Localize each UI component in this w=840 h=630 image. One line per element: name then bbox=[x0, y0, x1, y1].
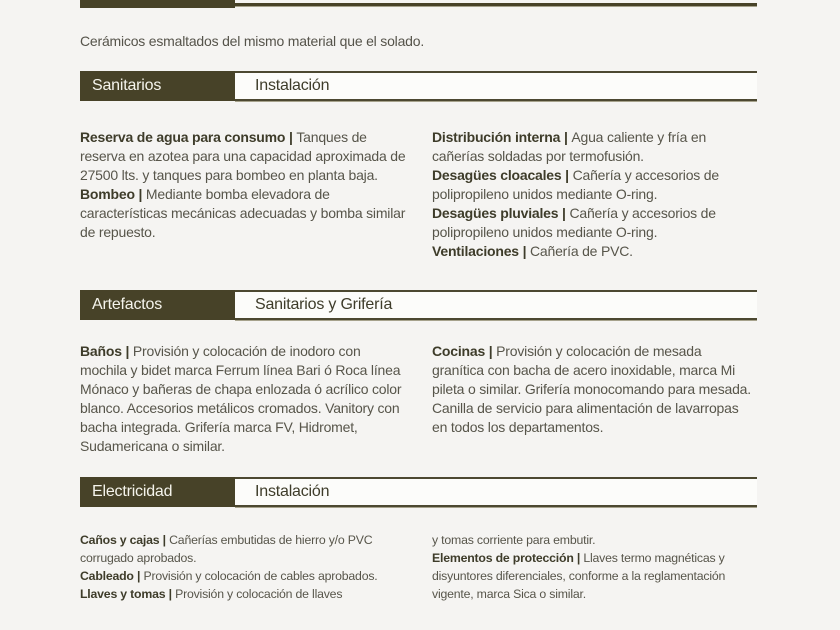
spec-entry bbox=[432, 166, 757, 204]
spec-label: Cableado bbox=[80, 569, 134, 583]
section-subtitle: Instalación bbox=[235, 71, 757, 101]
spec-label: Reserva de agua para consumo bbox=[80, 129, 286, 145]
spec-label: Bombeo bbox=[80, 186, 135, 202]
spec-entry bbox=[80, 128, 410, 185]
spec-entry bbox=[432, 549, 757, 603]
separator: | bbox=[561, 167, 573, 183]
spec-text: Cañería y accesorios de polipropileno unidos mediante O-ring. bbox=[432, 205, 716, 240]
previous-section-rule bbox=[235, 0, 757, 8]
separator: | bbox=[518, 243, 530, 259]
previous-section-title-box bbox=[80, 0, 235, 8]
spec-label: Cocinas bbox=[432, 343, 486, 359]
spec-entry bbox=[80, 185, 410, 242]
section-title: Sanitarios bbox=[80, 71, 235, 101]
separator: | bbox=[165, 587, 176, 601]
spec-text: Cañerías embutidas de hierro y/o PVC corrugado aprobados. bbox=[80, 533, 373, 565]
separator: | bbox=[485, 343, 497, 359]
section-body-electricidad bbox=[80, 531, 757, 603]
spec-text: y tomas corriente para embutir. bbox=[432, 533, 596, 547]
intro-paragraph: Cerámicos esmaltados del mismo material que el solado. bbox=[80, 33, 425, 49]
spec-entry bbox=[432, 128, 757, 166]
spec-text: Cañería de PVC. bbox=[530, 243, 633, 259]
section-header-electricidad bbox=[80, 477, 757, 507]
separator: | bbox=[121, 343, 133, 359]
spec-label: Ventilaciones bbox=[432, 243, 519, 259]
spec-text: Provisión y colocación de mesada granítica con bacha de acero inoxidable, marca Mi pileta o similar. Grifería monocomando para mesada. Canilla de servicio para alimentación de lavarropas en todos los departamentos. bbox=[432, 343, 751, 435]
separator: | bbox=[133, 569, 144, 583]
column-left bbox=[80, 128, 410, 261]
separator: | bbox=[560, 129, 572, 145]
spec-text: Tanques de reserva en azotea para una capacidad aproximada de 27500 lts. y tanques para bombeo en planta baja. bbox=[80, 129, 406, 183]
spec-text: Cañería y accesorios de polipropileno unidos mediante O-ring. bbox=[432, 167, 719, 202]
spec-text: Provisión y colocación de llaves bbox=[175, 587, 343, 601]
spec-text: Llaves termo magnéticas y disyuntores diferenciales, conforme a la reglamentación vigente, marca Sica o similar. bbox=[432, 551, 726, 601]
spec-text: Mediante bomba elevadora de características mecánicas adecuadas y bomba similar de repuesto. bbox=[80, 186, 406, 240]
section-subtitle: Sanitarios y Grifería bbox=[235, 290, 757, 320]
spec-entry bbox=[80, 585, 410, 603]
spec-label: Desagües cloacales bbox=[432, 167, 562, 183]
spec-label: Llaves y tomas bbox=[80, 587, 166, 601]
separator: | bbox=[285, 129, 297, 145]
separator: | bbox=[159, 533, 170, 547]
section-header-sanitarios bbox=[80, 71, 757, 101]
spec-text: Provisión y colocación de cables aprobados. bbox=[143, 569, 378, 583]
spec-label: Desagües pluviales bbox=[432, 205, 559, 221]
column-right bbox=[432, 342, 757, 456]
spec-label: Baños bbox=[80, 343, 122, 359]
spec-entry bbox=[432, 342, 757, 437]
section-body-artefactos bbox=[80, 342, 757, 456]
column-right bbox=[432, 128, 757, 261]
separator: | bbox=[573, 551, 584, 565]
spec-entry bbox=[432, 204, 757, 242]
spec-entry bbox=[80, 567, 410, 585]
previous-section-remnant bbox=[80, 0, 757, 8]
separator: | bbox=[558, 205, 570, 221]
spec-entry bbox=[432, 242, 757, 261]
column-left bbox=[80, 342, 410, 456]
section-title: Artefactos bbox=[80, 290, 235, 320]
spec-text: Agua caliente y fría en cañerías soldadas por termofusión. bbox=[432, 129, 707, 164]
spec-label: Distribución interna bbox=[432, 129, 561, 145]
spec-text: Provisión y colocación de inodoro con mochila y bidet marca Ferrum línea Bari ó Roca línea Mónaco y bañeras de chapa enlozada ó acrílico color blanco. Accesorios metálicos cromados. Vanitory con bacha integrada. Grifería marca FV, Hidromet, Sudamericana o similar. bbox=[80, 343, 402, 454]
spec-entry-continuation bbox=[432, 531, 757, 549]
column-left bbox=[80, 531, 410, 603]
spec-entry bbox=[80, 342, 410, 456]
section-header-artefactos bbox=[80, 290, 757, 320]
section-body-sanitarios bbox=[80, 128, 757, 261]
section-title: Electricidad bbox=[80, 477, 235, 507]
spec-label: Caños y cajas bbox=[80, 533, 160, 547]
spec-label: Elementos de protección bbox=[432, 551, 574, 565]
column-right bbox=[432, 531, 757, 603]
separator: | bbox=[134, 186, 146, 202]
spec-entry bbox=[80, 531, 410, 567]
section-subtitle: Instalación bbox=[235, 477, 757, 507]
